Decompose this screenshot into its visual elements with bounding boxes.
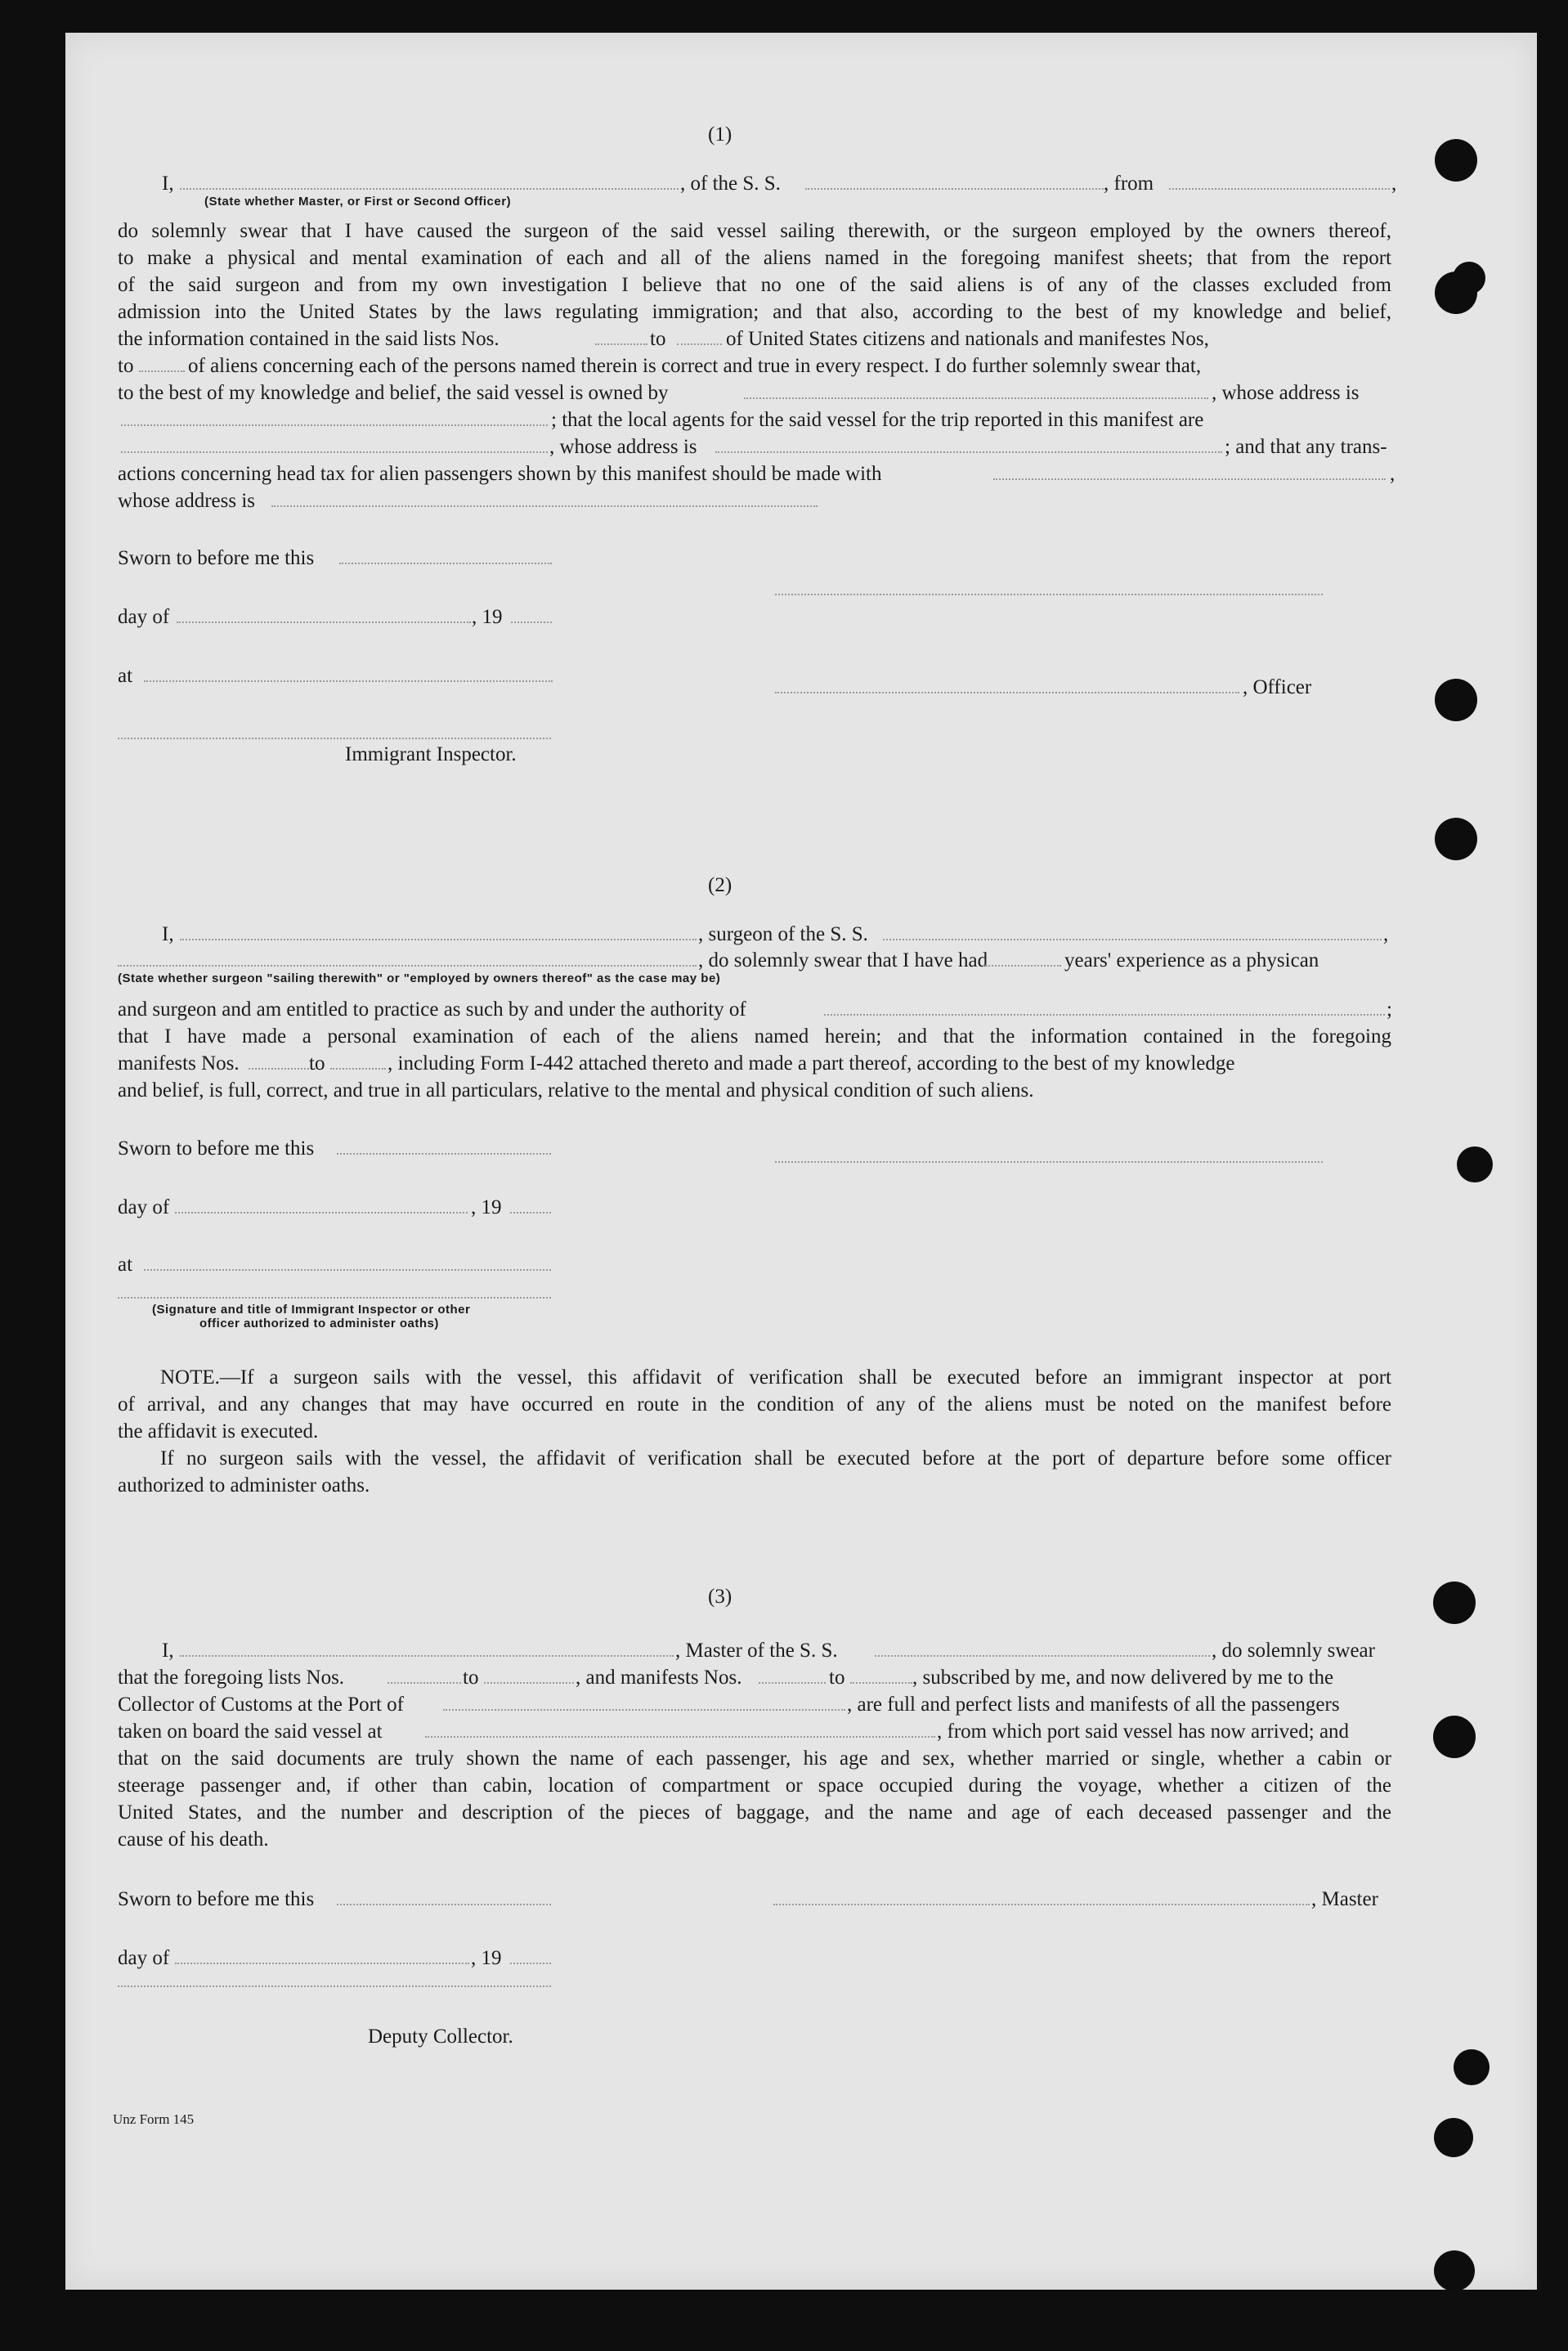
note-line: NOTE.—If a surgeon sails with the vessel, this affidavit of verification shall be executed before an immigrant inspector at port [160, 1366, 1391, 1389]
binder-hole [1434, 2250, 1475, 2291]
s1-lists-from-blank[interactable] [595, 343, 647, 345]
s2-at-blank[interactable] [144, 1269, 551, 1271]
binder-hole [1433, 1582, 1476, 1624]
s1-lists-to: to [650, 328, 666, 350]
s2-day-of: day of [118, 1196, 170, 1218]
s3-day-of: day of [118, 1947, 170, 1969]
s1-sworn-text: Sworn to before me this [118, 547, 315, 569]
s1-trans-text: ; and that any trans- [1225, 436, 1387, 458]
binder-hole [1433, 1716, 1476, 1758]
s1-agents-address-text: , whose address is [549, 436, 697, 458]
s2-year-blank[interactable] [510, 1212, 551, 1214]
s1-headtax-address-blank[interactable] [271, 505, 818, 507]
s2-sworn-day-blank[interactable] [337, 1153, 551, 1155]
s1-inspector-signature-line[interactable] [118, 738, 551, 739]
s1-agents-blank[interactable] [121, 451, 548, 453]
s2-year: , 19 [471, 1196, 502, 1218]
s3-manifests-to: to [829, 1667, 845, 1689]
s3-lists-text: that the foregoing lists Nos. [118, 1667, 345, 1689]
s1-whose-address-text: whose address is [118, 490, 256, 512]
s1-inspector-label: Immigrant Inspector. [345, 743, 517, 765]
s1-year: , 19 [472, 606, 503, 628]
s3-master-signature-line[interactable] [773, 1904, 1310, 1905]
s2-years-blank[interactable] [983, 965, 1061, 967]
s2-line1-end: , [1383, 923, 1389, 945]
s1-headtax-blank[interactable] [993, 478, 1386, 480]
s2-authority-text: and surgeon and am entitled to practice as such by and under the authority of [118, 998, 746, 1021]
s3-lists-from-blank[interactable] [388, 1682, 461, 1684]
binder-hole [1435, 818, 1477, 860]
s1-headtax-end: , [1390, 463, 1396, 485]
s2-signature-note: officer authorized to administer oaths) [199, 1317, 439, 1330]
s2-inspector-signature-line[interactable] [118, 1297, 551, 1299]
s3-deputy-collector-label: Deputy Collector. [368, 2026, 513, 2048]
section-3-number: (3) [708, 1586, 732, 1608]
s1-para-line: to make a physical and mental examination of each and all of the aliens named in the foregoing manifest sheets; that from the report [118, 247, 1391, 269]
s2-swear-text: , do solemnly swear that I have had [698, 949, 988, 971]
s1-line1-end: , [1391, 173, 1397, 195]
s3-para-line: that on the said documents are truly shown the name of each passenger, his age and sex, whether married or single, whether a cabin or [118, 1748, 1391, 1770]
s2-surgeon-type-blank[interactable] [118, 965, 697, 967]
s3-manifests-text: , and manifests Nos. [576, 1667, 742, 1689]
s1-month-blank[interactable] [177, 621, 471, 623]
s3-year-blank[interactable] [510, 1963, 551, 1964]
s2-surgeon-note: (State whether surgeon "sailing therewith" or "employed by owners thereof" as the case may be) [118, 971, 721, 985]
s1-para-line: do solemnly swear that I have caused the surgeon of the said vessel sailing therewith, or the surgeon employed by the owners thereof, [118, 220, 1391, 242]
s2-line1-i: I, [162, 923, 174, 945]
s1-owner-address-blank[interactable] [121, 424, 548, 426]
s3-ship-blank[interactable] [875, 1655, 1210, 1657]
s3-arrived-text: , from which port said vessel has now arrived; and [937, 1721, 1350, 1743]
s1-owned-text: to the best of my knowledge and belief, the said vessel is owned by [118, 382, 669, 404]
s1-manifest-to: to [118, 355, 134, 377]
s1-at: at [118, 665, 133, 687]
s2-surgeon-signature-line[interactable] [775, 1161, 1323, 1163]
s1-lists-text: the information contained in the said lists Nos. [118, 328, 500, 350]
s3-month-blank[interactable] [175, 1963, 469, 1964]
s3-master-label: , Master [1311, 1888, 1378, 1910]
s1-aliens-text: of aliens concerning each of the persons named therein is correct and true in every respect. I do further solemnly swear that, [188, 355, 1202, 377]
s3-year: , 19 [471, 1947, 502, 1969]
form-number: Unz Form 145 [113, 2111, 195, 2127]
s1-from-blank[interactable] [1169, 188, 1390, 190]
s3-para-line: steerage passenger and, if other than cabin, location of compartment or space occupied during the voyage, whether a citizen of the [118, 1774, 1391, 1797]
s3-lists-to-blank[interactable] [484, 1682, 574, 1684]
s3-collector-signature-line[interactable] [118, 1985, 551, 1987]
s2-form-text: , including Form I-442 attached thereto and made a part thereof, according to the best of my knowledge [388, 1052, 1235, 1075]
section-1-number: (1) [708, 123, 732, 146]
s1-officer-title-line[interactable] [775, 692, 1239, 693]
s3-para-line: United States, and the number and description of the pieces of baggage, and the name and age of each deceased passenger and the [118, 1801, 1391, 1824]
s3-master-of-ss: , Master of the S. S. [675, 1640, 838, 1662]
s2-sworn-text: Sworn to before me this [118, 1137, 315, 1160]
s1-citizens-text: of United States citizens and nationals and manifestes Nos, [726, 328, 1209, 350]
s3-master-name-blank[interactable] [180, 1655, 674, 1657]
s2-signature-note: (Signature and title of Immigrant Inspector or other [152, 1303, 471, 1317]
s2-surgeon-of-ss: , surgeon of the S. S. [698, 923, 868, 945]
s3-perfect-lists-text: , are full and perfect lists and manifests of all the passengers [847, 1694, 1340, 1716]
s3-departure-port-blank[interactable] [425, 1736, 935, 1738]
note-line: authorized to administer oaths. [118, 1474, 370, 1496]
note-line: of arrival, and any changes that may have occurred en route in the condition of any of the aliens must be noted on the manifest before [118, 1393, 1391, 1416]
s3-sworn-day-blank[interactable] [337, 1904, 551, 1905]
note-line: If no surgeon sails with the vessel, the affidavit of verification shall be executed before at the port of departure before some officer [160, 1447, 1391, 1469]
s1-day-of: day of [118, 606, 170, 628]
s1-manifest-to-blank[interactable] [139, 370, 185, 372]
s2-experience-text: years' experience as a physican [1064, 949, 1319, 971]
s2-authority-blank[interactable] [824, 1014, 1385, 1016]
s1-owner-address-text: , whose address is [1212, 382, 1360, 404]
s2-belief-text: and belief, is full, correct, and true in all particulars, relative to the mental and physical condition of such aliens. [118, 1079, 1034, 1101]
s2-month-blank[interactable] [175, 1212, 468, 1214]
s1-para-line: admission into the United States by the laws regulating immigration; and that also, according to the best of my knowledge and belief, [118, 301, 1391, 323]
section-2-number: (2) [708, 874, 732, 896]
s3-line1-i: I, [162, 1640, 174, 1662]
binder-hole [1435, 139, 1477, 182]
binder-hole [1434, 2118, 1473, 2157]
s3-taken-text: taken on board the said vessel at [118, 1721, 383, 1743]
s1-of-ss: , of the S. S. [680, 173, 781, 195]
s2-manifests-to-blank[interactable] [330, 1068, 386, 1070]
s1-line1-i: I, [162, 173, 174, 195]
s3-swear-text: , do solemnly swear [1212, 1640, 1375, 1662]
s1-officer-signature-line[interactable] [775, 594, 1323, 595]
s1-year-blank[interactable] [511, 621, 552, 623]
s1-oath-paragraph [118, 218, 1391, 325]
s1-lists-to-blank[interactable] [677, 343, 722, 345]
s3-subscribed-text: , subscribed by me, and now delivered by me to the [912, 1667, 1334, 1689]
s1-officer-blank[interactable] [180, 188, 679, 190]
binder-hole [1435, 679, 1477, 721]
s3-manifests-from-blank[interactable] [759, 1682, 826, 1684]
s3-lists-to: to [463, 1667, 479, 1689]
s1-officer-label: , Officer [1243, 676, 1312, 698]
form-page [65, 33, 1537, 2290]
s1-sworn-day-blank[interactable] [339, 563, 552, 564]
binder-hole [1453, 262, 1485, 294]
s1-agents-address-blank[interactable] [715, 451, 1222, 453]
s2-at: at [118, 1254, 133, 1276]
s2-manifests-text: manifests Nos. [118, 1052, 240, 1075]
s3-manifests-to-blank[interactable] [850, 1682, 912, 1684]
s1-agents-text: ; that the local agents for the said vessel for the trip reported in this manifest are [551, 409, 1204, 431]
s3-documents-paragraph [118, 1745, 1391, 1853]
s2-surgeon-name-blank[interactable] [180, 939, 697, 940]
s2-exam-text [118, 1023, 1391, 1050]
s1-headtax-text: actions concerning head tax for alien passengers shown by this manifest should be made with [118, 463, 882, 485]
s1-at-blank[interactable] [144, 680, 553, 682]
s1-ship-blank[interactable] [805, 188, 1104, 190]
note-paragraph [118, 1364, 1391, 1499]
binder-hole [1457, 1146, 1493, 1182]
s3-sworn-text: Sworn to before me this [118, 1888, 315, 1910]
s3-port-blank[interactable] [443, 1709, 845, 1711]
binder-hole [1454, 2049, 1490, 2085]
s1-owner-blank[interactable] [744, 397, 1208, 399]
s2-ship-blank[interactable] [883, 939, 1382, 940]
s2-manifests-to: to [309, 1052, 325, 1075]
s1-officer-note: (State whether Master, or First or Second Officer) [204, 195, 512, 209]
s2-manifests-from-blank[interactable] [249, 1068, 316, 1070]
s1-para-line: of the said surgeon and from my own investigation I believe that no one of the said aliens is of any of the classes excluded from [118, 274, 1391, 296]
note-line: the affidavit is executed. [118, 1420, 319, 1442]
s2-para-line: that I have made a personal examination of each of the aliens named herein; and that the information contained in the foregoing [118, 1025, 1391, 1048]
s1-from: , from [1104, 173, 1154, 195]
s2-authority-end: ; [1387, 998, 1392, 1021]
s3-collector-text: Collector of Customs at the Port of [118, 1694, 404, 1716]
s3-para-line: cause of his death. [118, 1828, 269, 1851]
